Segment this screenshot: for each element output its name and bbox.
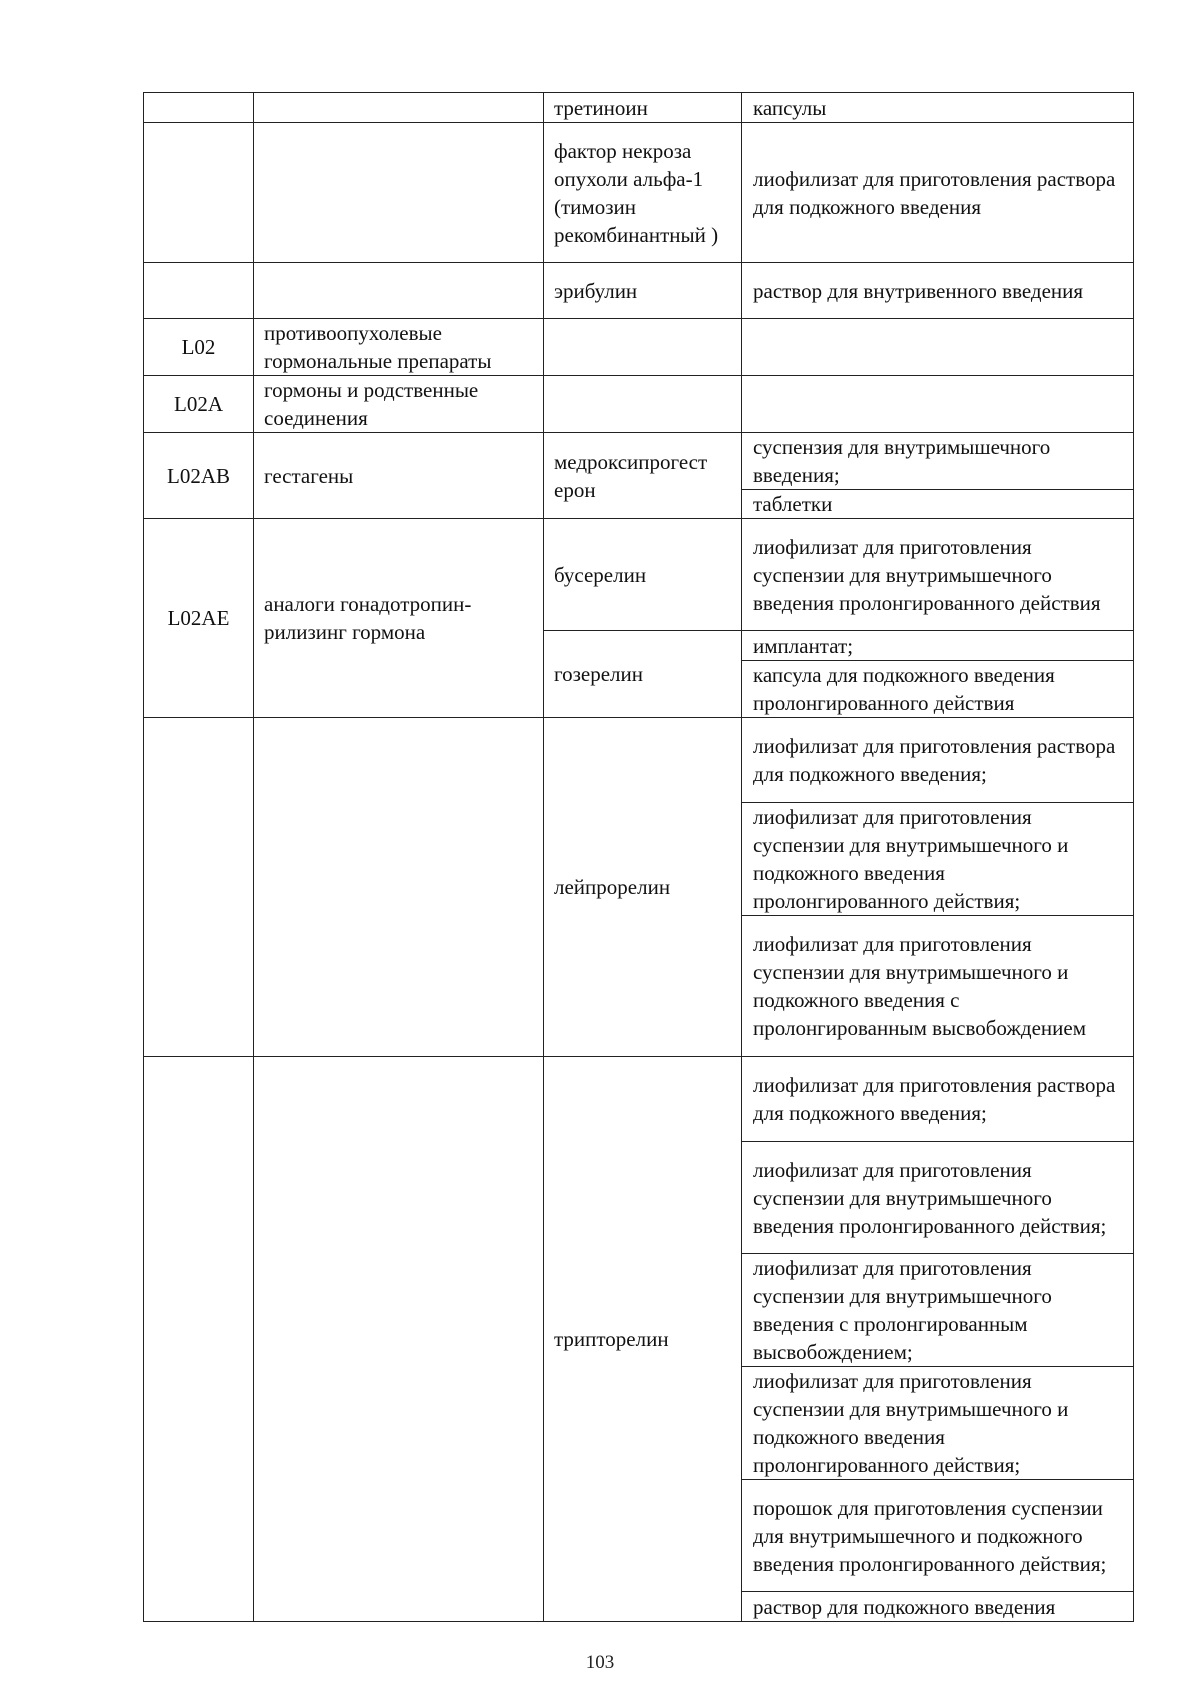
dosage-form-cell: раствор для внутривенного введения — [742, 263, 1134, 319]
table-row — [144, 263, 1134, 319]
dosage-form-cell: раствор для подкожного введения — [742, 1592, 1134, 1622]
dosage-form-cell: лиофилизат для приготовления суспензии для внутримышечного введения с пролонгированным высвобождением; — [742, 1254, 1134, 1367]
atc-group-cell: аналоги гонадотропин-рилизинг гормона — [254, 519, 544, 718]
atc-group-cell: гормоны и родственные соединения — [254, 376, 544, 433]
dosage-form-cell: лиофилизат для приготовления суспензии для внутримышечного введения пролонгированного действия — [742, 519, 1134, 631]
drug-name-cell: бусерелин — [544, 519, 742, 631]
table-row — [144, 1057, 1134, 1142]
drug-list-table — [143, 92, 1134, 1622]
dosage-form-cell: лиофилизат для приготовления раствора для подкожного введения — [742, 123, 1134, 263]
dosage-form-cell: таблетки — [742, 490, 1134, 519]
atc-group-cell — [254, 93, 544, 123]
page-number: 103 — [585, 1652, 615, 1673]
drug-name-cell: третиноин — [544, 93, 742, 123]
atc-code-cell — [144, 718, 254, 1057]
atc-code-cell — [144, 1057, 254, 1622]
table-row — [144, 93, 1134, 123]
dosage-form-cell: имплантат; — [742, 631, 1134, 661]
table-row — [144, 376, 1134, 433]
table-row — [144, 319, 1134, 376]
drug-name-cell: фактор некроза опухоли альфа-1 (тимозин рекомбинантный ) — [544, 123, 742, 263]
atc-code-cell: L02AB — [144, 433, 254, 519]
dosage-form-cell: капсулы — [742, 93, 1134, 123]
atc-code-cell: L02 — [144, 319, 254, 376]
table-row — [144, 519, 1134, 631]
atc-code-cell — [144, 123, 254, 263]
dosage-form-cell — [742, 376, 1134, 433]
dosage-form-cell: лиофилизат для приготовления суспензии для внутримышечного и подкожного введения пролонгированного действия; — [742, 803, 1134, 916]
dosage-form-cell: лиофилизат для приготовления суспензии для внутримышечного и подкожного введения пролонгированного действия; — [742, 1367, 1134, 1480]
dosage-form-cell: суспензия для внутримышечного введения; — [742, 433, 1134, 490]
dosage-form-cell: лиофилизат для приготовления суспензии для внутримышечного введения пролонгированного действия; — [742, 1142, 1134, 1254]
atc-group-cell — [254, 718, 544, 1057]
table-row — [144, 718, 1134, 803]
drug-name-cell: лейпрорелин — [544, 718, 742, 1057]
dosage-form-cell: капсула для подкожного введения пролонгированного действия — [742, 661, 1134, 718]
atc-code-cell — [144, 263, 254, 319]
atc-group-cell: противоопухолевые гормональные препараты — [254, 319, 544, 376]
atc-group-cell: гестагены — [254, 433, 544, 519]
table-row — [144, 123, 1134, 263]
atc-code-cell: L02A — [144, 376, 254, 433]
drug-name-cell: трипторелин — [544, 1057, 742, 1622]
drug-name-cell: эрибулин — [544, 263, 742, 319]
drug-name-cell: гозерелин — [544, 631, 742, 718]
drug-name-cell: медроксипрогест ерон — [544, 433, 742, 519]
dosage-form-cell — [742, 319, 1134, 376]
table-row — [144, 433, 1134, 490]
dosage-form-cell: лиофилизат для приготовления раствора для подкожного введения; — [742, 1057, 1134, 1142]
atc-group-cell — [254, 123, 544, 263]
atc-group-cell — [254, 263, 544, 319]
drug-name-cell — [544, 319, 742, 376]
atc-group-cell — [254, 1057, 544, 1622]
dosage-form-cell: порошок для приготовления суспензии для внутримышечного и подкожного введения пролонгированного действия; — [742, 1480, 1134, 1592]
drug-name-cell — [544, 376, 742, 433]
dosage-form-cell: лиофилизат для приготовления раствора для подкожного введения; — [742, 718, 1134, 803]
dosage-form-cell: лиофилизат для приготовления суспензии для внутримышечного и подкожного введения с пролонгированным высвобождением — [742, 916, 1134, 1057]
atc-code-cell — [144, 93, 254, 123]
atc-code-cell: L02AE — [144, 519, 254, 718]
